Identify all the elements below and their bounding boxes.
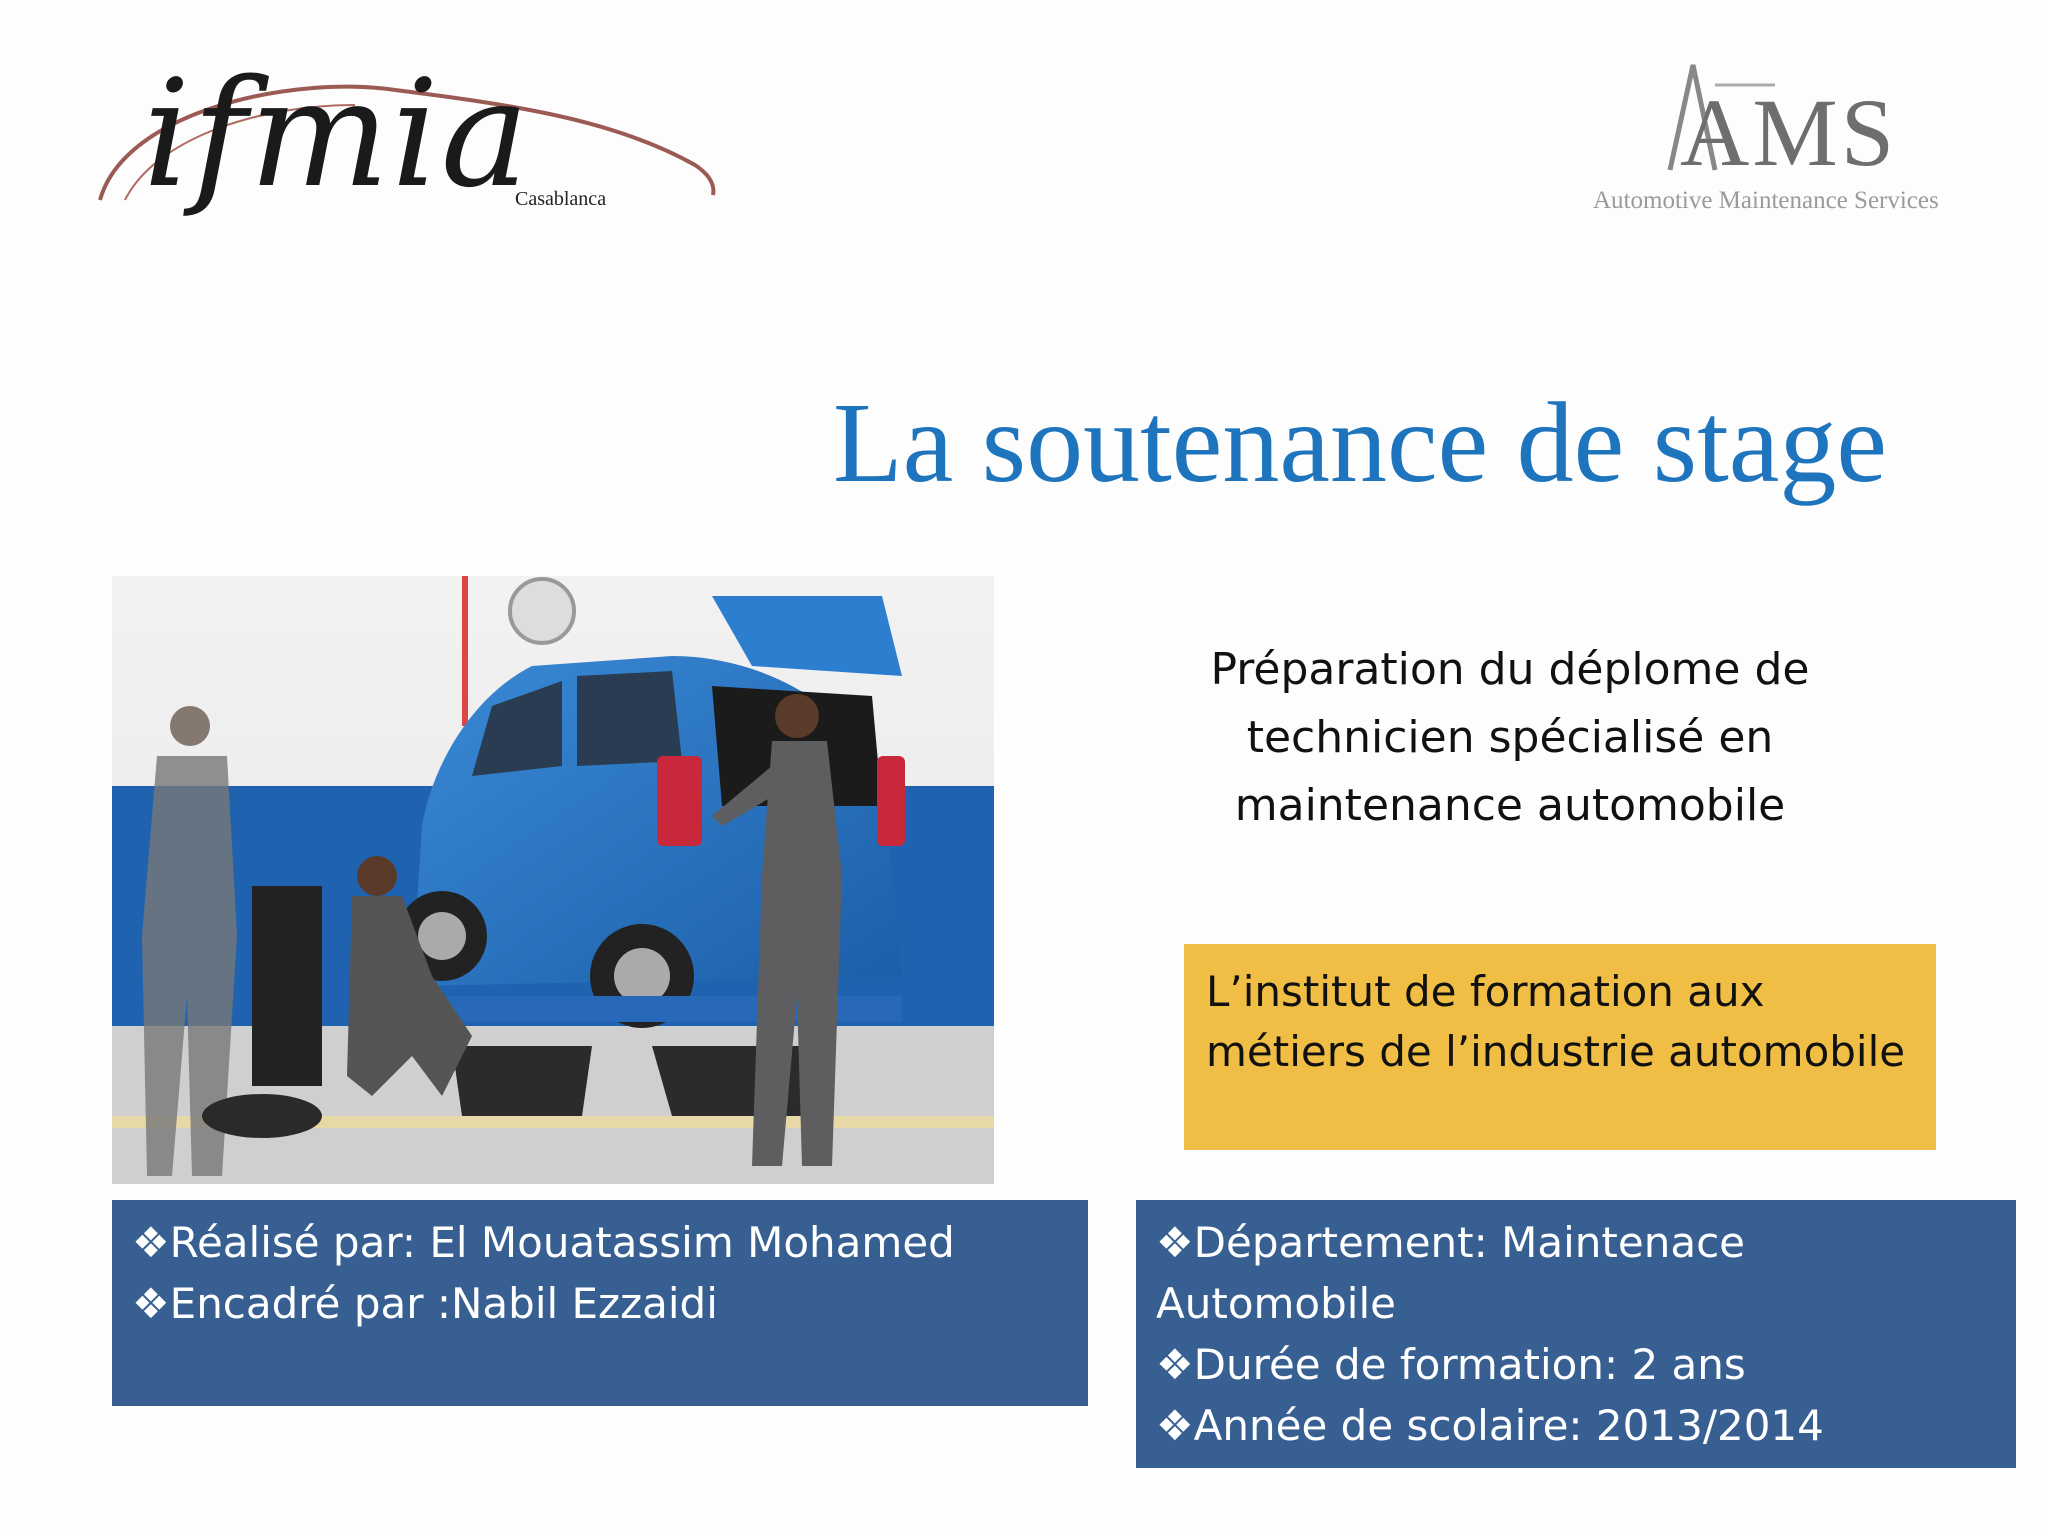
- ifmia-logo: [95, 50, 735, 270]
- ams-tagline: Automotive Maintenance Services: [1593, 187, 1939, 214]
- school-year-line: ❖Année de scolaire: 2013/2014: [1156, 1401, 1824, 1450]
- author-box: [112, 1200, 1088, 1406]
- ifmia-wordmark: ifmia: [143, 48, 532, 220]
- subtitle-line: Préparation du déplome de: [1210, 644, 1810, 695]
- ams-logo: [1575, 55, 2005, 245]
- institute-line: métiers de l’industrie automobile: [1206, 1027, 1906, 1076]
- subtitle-line: maintenance automobile: [1234, 780, 1786, 831]
- institute-box: [1184, 944, 1936, 1150]
- ifmia-city-label: Casablanca: [515, 188, 607, 210]
- duration-line: ❖Durée de formation: 2 ans: [1156, 1340, 1746, 1389]
- department-box: [1136, 1200, 2016, 1468]
- subtitle-line: technicien spécialisé en: [1246, 712, 1774, 763]
- department-line: ❖Département: Maintenace: [1156, 1218, 1746, 1267]
- ams-wordmark: AMS: [1680, 79, 1898, 186]
- department-line-cont: Automobile: [1156, 1279, 1396, 1328]
- diploma-subtitle: [1150, 636, 1870, 840]
- institute-line: L’institut de formation aux: [1206, 967, 1765, 1016]
- garage-photo: [112, 576, 994, 1184]
- mechanics-car-illustration: [112, 576, 994, 1184]
- slide-title: La soutenance de stage: [833, 379, 1887, 506]
- supervisor-line: ❖Encadré par :Nabil Ezzaidi: [132, 1279, 718, 1328]
- author-line: ❖Réalisé par: El Mouatassim Mohamed: [132, 1218, 955, 1267]
